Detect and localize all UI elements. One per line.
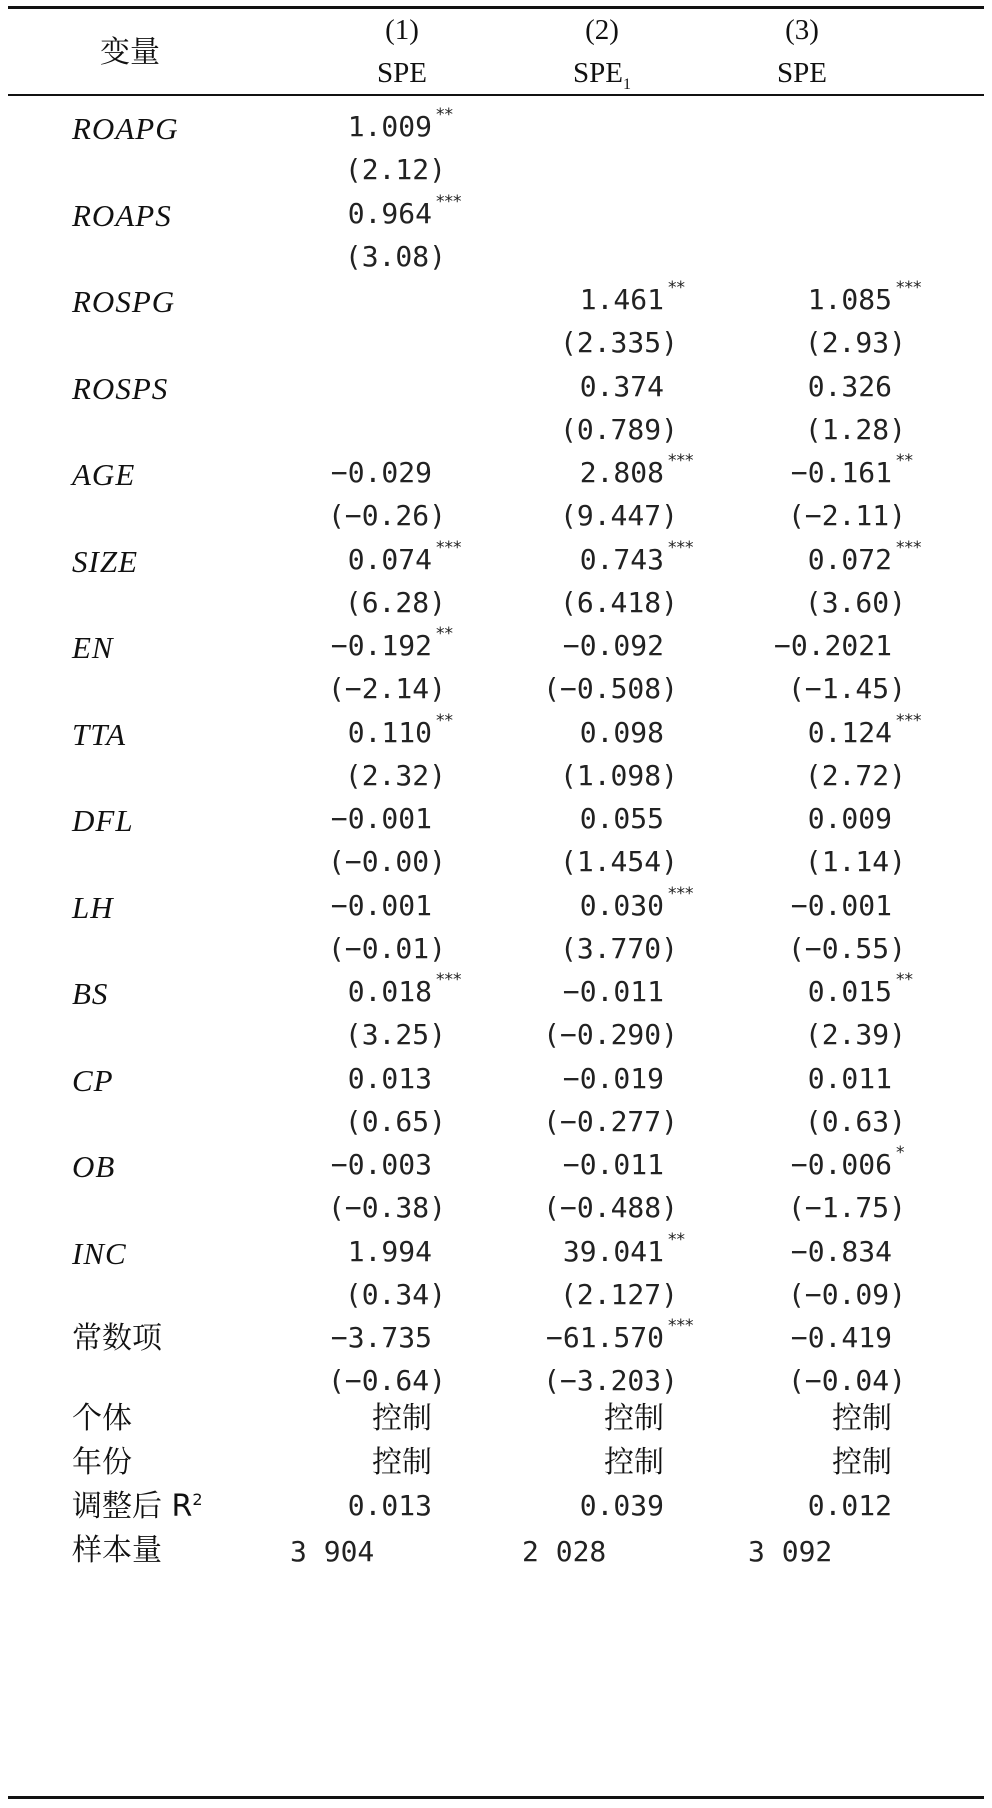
coef-cell: 2.808 [579,456,664,489]
t-stat-cell: (2.39) [804,1018,906,1051]
row-label: LH [72,889,114,925]
footer-label-text: 调整后 R [72,1489,193,1524]
t-stat-cell: (−0.26) [327,499,446,532]
t-stat-cell: (−2.11) [787,499,906,532]
row-label: ROAPG [72,111,179,146]
t-stat-cell: (−0.290) [543,1018,678,1051]
coef-cell: 0.013 [347,1061,432,1095]
t-stat-cell: (1.28) [804,412,906,446]
significance-stars: *** [896,278,922,298]
coef-cell: −0.006 [790,1148,892,1181]
t-stat-cell: (1.454) [559,845,678,878]
footer-label-text: 样本量 [72,1533,162,1568]
coef-cell: −0.001 [790,888,892,922]
coef-cell: 0.098 [579,715,664,749]
coef-cell: 0.964 [347,196,432,230]
footer-value-cell: 控制 [604,1445,664,1480]
significance-stars: ** [896,970,913,990]
t-stat-cell: (−1.45) [787,672,906,705]
t-stat-cell: (2.12) [344,153,446,186]
t-stat-cell: (−2.14) [327,672,446,705]
t-stat-cell: (2.335) [559,326,678,359]
significance-stars: *** [668,1316,694,1336]
coef-cell: −0.419 [790,1321,892,1354]
footer-value-cell: 控制 [604,1401,664,1436]
row-label: TTA [72,716,127,752]
coef-cell: −0.029 [330,456,432,489]
header-col-2-name: $SPE_1$ [573,57,631,93]
coef-cell: 0.743 [579,542,664,576]
t-stat-cell: (3.60) [804,585,906,619]
t-stat-cell: (0.789) [559,412,678,446]
footer-label-superscript: 2 [192,1490,203,1509]
header-variable-label: 变量 [100,35,160,70]
footer-label [72,1489,203,1524]
t-stat-cell: (−0.64) [327,1364,446,1397]
coef-cell: −0.019 [562,1061,664,1095]
t-stat-cell: (1.098) [559,758,678,792]
footer-value-cell: 控制 [372,1401,432,1436]
coef-cell: −0.001 [330,802,432,835]
footer-value-cell: 0.012 [807,1489,892,1522]
t-stat-cell: (3.08) [344,239,446,273]
coef-cell: 0.110 [347,715,432,749]
significance-stars: *** [668,883,694,904]
t-stat-cell: (2.72) [804,758,906,792]
t-stat-cell: (0.34) [344,1277,446,1311]
t-stat-cell: (3.770) [559,931,678,965]
t-stat-cell: (−0.00) [327,845,446,878]
top-rule [8,6,984,9]
t-stat-cell: (−1.75) [787,1191,906,1224]
t-stat-cell: (−3.203) [543,1364,678,1397]
significance-stars: ** [436,710,453,731]
footer-value-cell: 2 028 [522,1535,607,1568]
t-stat-cell: (3.25) [344,1018,446,1051]
footer-label [72,1445,132,1480]
coef-cell: −0.003 [330,1148,432,1181]
t-stat-cell: (−0.38) [327,1191,446,1224]
coef-cell: 0.030 [579,888,664,922]
significance-stars: ** [668,1229,685,1250]
row-label: INC [72,1235,127,1271]
coef-cell: −0.092 [562,629,664,662]
coef-cell: −0.834 [790,1234,892,1268]
t-stat-cell: (−0.488) [543,1191,678,1224]
coef-cell: −0.001 [330,888,432,922]
t-stat-cell: (−0.01) [327,931,446,965]
row-label: EN [72,630,114,665]
coef-cell: 0.072 [807,542,892,576]
row-label: CP [72,1062,114,1098]
footer-label [72,1533,162,1568]
header-col-3-number: (3) [785,14,819,46]
coef-cell: −0.2021 [773,629,892,662]
significance-stars: *** [896,710,922,731]
significance-stars: ** [896,451,913,471]
row-label: ROSPS [72,370,169,406]
row-label: ROSPG [72,284,176,319]
coef-cell: −0.192 [330,629,432,662]
coef-cell: 1.461 [579,283,664,316]
t-stat-cell: (−0.277) [543,1104,678,1138]
row-label: OB [72,1149,116,1184]
t-stat-cell: (1.14) [804,845,906,878]
coef-cell: 0.018 [347,975,432,1008]
coef-cell: 0.015 [807,975,892,1008]
t-stat-cell: (2.32) [344,758,446,792]
header-col-1-number: (1) [385,14,419,46]
row-label: BS [72,976,109,1011]
footer-value-cell: 控制 [832,1445,892,1480]
significance-stars: ** [436,105,453,125]
footer-value-cell: 3 904 [290,1535,375,1568]
t-stat-cell: (9.447) [559,499,678,532]
t-stat-cell: (−0.09) [787,1277,906,1311]
coef-cell: −0.011 [562,1148,664,1181]
header-col-1-name: SPE [377,57,427,89]
coef-cell: 0.326 [807,369,892,403]
t-stat-cell: (6.418) [559,585,678,619]
t-stat-cell: (0.65) [344,1104,446,1138]
t-stat-cell: (6.28) [344,585,446,619]
coef-cell: 0.011 [807,1061,892,1095]
significance-stars: *** [668,451,694,471]
coef-cell: 0.009 [807,802,892,835]
t-stat-cell: (2.93) [804,326,906,359]
coef-cell: −0.161 [790,456,892,489]
t-stat-cell: (−0.508) [543,672,678,705]
footer-label-text: 年份 [72,1445,132,1480]
coef-cell: 1.085 [807,283,892,316]
coef-cell: 1.009 [347,110,432,143]
t-stat-cell: (0.63) [804,1104,906,1138]
header-col-2-number: (2) [585,14,619,46]
significance-stars: ** [436,624,453,644]
bottom-rule [8,1796,984,1799]
footer-value-cell: 控制 [832,1401,892,1436]
significance-stars: *** [896,537,922,558]
footer-label [72,1401,132,1436]
header-col-3-name: SPE [777,57,827,89]
header-rule [8,94,984,96]
coef-cell: −0.011 [562,975,664,1008]
significance-stars: *** [436,537,462,558]
row-label: SIZE [72,543,138,579]
t-stat-cell: (−0.55) [787,931,906,965]
coef-cell: 39.041 [562,1234,664,1268]
significance-stars: *** [668,537,694,558]
row-label: AGE [72,457,136,492]
row-label: 常数项 [72,1321,162,1356]
coef-cell: 0.055 [579,802,664,835]
footer-value-cell: 0.013 [347,1489,432,1522]
coef-cell: −3.735 [330,1321,432,1354]
coef-cell: 0.374 [579,369,664,403]
footer-value-cell: 控制 [372,1445,432,1480]
footer-value-cell: 0.039 [579,1489,664,1522]
significance-stars: *** [436,191,462,212]
coef-cell: 0.124 [807,715,892,749]
coef-cell: 0.074 [347,542,432,576]
t-stat-cell: (2.127) [559,1277,678,1311]
coef-cell: 1.994 [347,1234,432,1268]
coef-cell: −61.570 [545,1321,664,1354]
footer-label-text: 个体 [72,1401,132,1436]
significance-stars: ** [668,278,685,298]
row-label: ROAPS [72,197,172,233]
footer-value-cell: 3 092 [748,1535,833,1568]
significance-stars: *** [436,970,462,990]
row-label: DFL [72,803,134,838]
significance-stars: * [896,1143,905,1163]
t-stat-cell: (−0.04) [787,1364,906,1397]
